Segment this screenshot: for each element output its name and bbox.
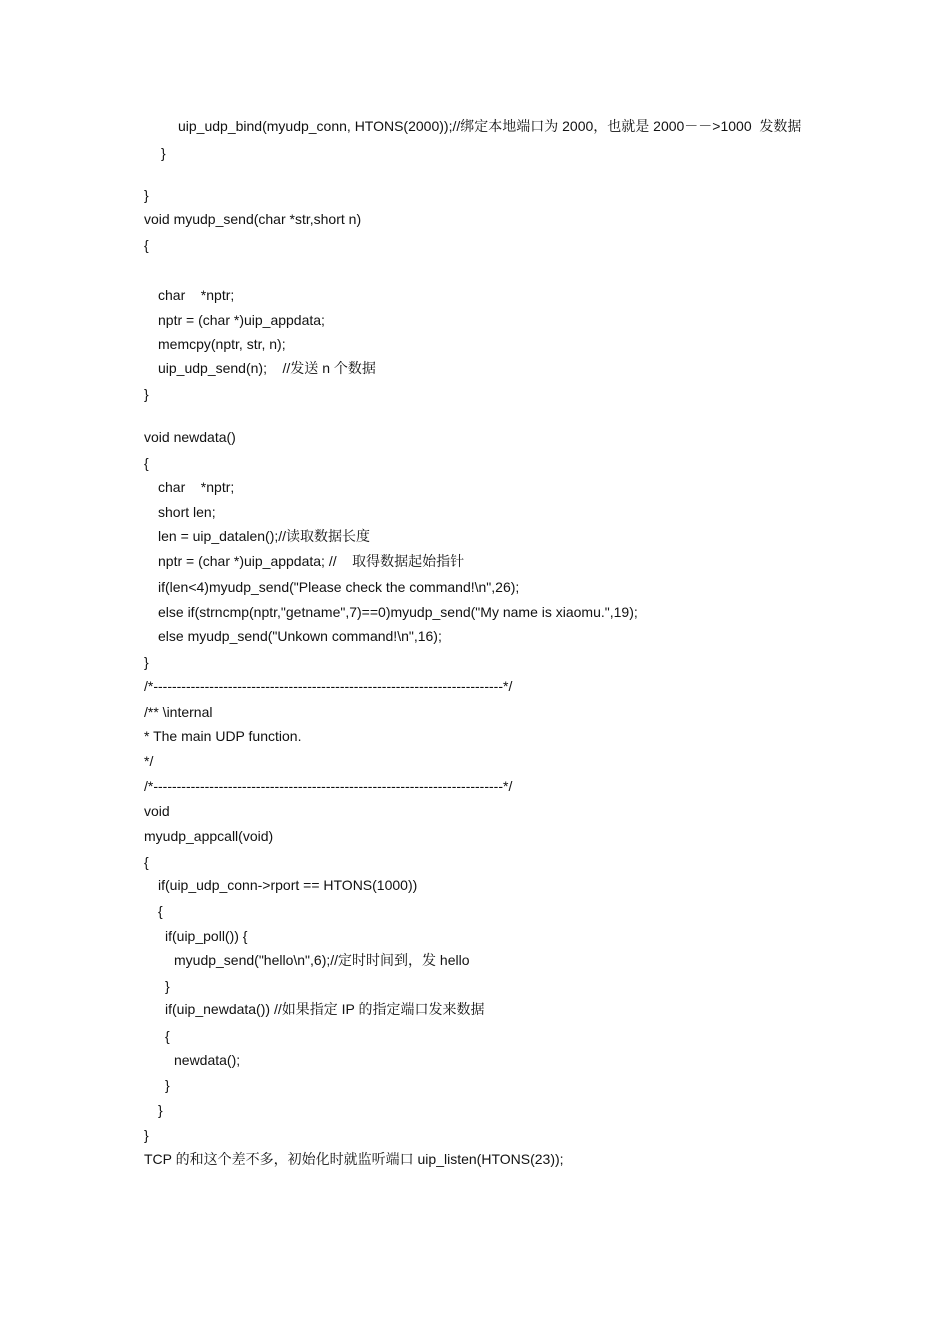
code-line: }	[161, 145, 166, 161]
code-line: /** \internal	[144, 704, 213, 720]
code-line: if(uip_poll()) {	[165, 928, 248, 944]
code-line: nptr = (char *)uip_appdata; // 取得数据起始指针	[158, 553, 465, 569]
code-line: void	[144, 803, 170, 819]
code-line: len = uip_datalen();//读取数据长度	[158, 528, 371, 544]
code-line: if(len<4)myudp_send("Please check the command!\n",26);	[158, 579, 520, 595]
code-line: * The main UDP function.	[144, 728, 302, 744]
code-line: TCP 的和这个差不多，初始化时就监听端口 uip_listen(HTONS(23));	[144, 1151, 564, 1167]
code-line: myudp_send("hello\n",6);//定时时间到，发 hello	[174, 952, 470, 968]
code-line: memcpy(nptr, str, n);	[158, 336, 286, 352]
code-line: uip_udp_bind(myudp_conn, HTONS(2000));//绑定本地端口为 2000，也就是 2000－－>1000 发数据	[178, 118, 802, 134]
code-line: void myudp_send(char *str,short n)	[144, 211, 362, 227]
code-line: }	[144, 654, 149, 670]
code-line: {	[144, 854, 149, 870]
code-line: void newdata()	[144, 429, 236, 445]
code-line: else if(strncmp(nptr,"getname",7)==0)myudp_send("My name is xiaomu.",19);	[158, 604, 638, 620]
code-line: */	[144, 753, 154, 769]
code-line: newdata();	[174, 1052, 241, 1068]
code-line: nptr = (char *)uip_appdata;	[158, 312, 325, 328]
code-line: uip_udp_send(n); //发送 n 个数据	[158, 360, 376, 376]
code-line: }	[158, 1102, 163, 1118]
code-line: /*---------------------------------------------------------------------------*/	[144, 678, 513, 694]
code-line: }	[165, 978, 170, 994]
code-line: if(uip_newdata()) //如果指定 IP 的指定端口发来数据	[165, 1001, 485, 1017]
code-line: {	[144, 455, 149, 471]
code-line: {	[144, 237, 149, 253]
code-line: }	[165, 1077, 170, 1093]
code-line: }	[144, 1127, 149, 1143]
code-line: /*---------------------------------------------------------------------------*/	[144, 778, 513, 794]
code-line: myudp_appcall(void)	[144, 828, 274, 844]
code-line: char *nptr;	[158, 287, 235, 303]
code-line: {	[165, 1028, 170, 1044]
code-line: char *nptr;	[158, 479, 235, 495]
code-line: else myudp_send("Unkown command!\n",16);	[158, 628, 442, 644]
code-line: short len;	[158, 504, 216, 520]
code-line: {	[158, 903, 163, 919]
code-line: }	[144, 187, 149, 203]
code-line: }	[144, 386, 149, 402]
code-line: if(uip_udp_conn->rport == HTONS(1000))	[158, 877, 418, 893]
